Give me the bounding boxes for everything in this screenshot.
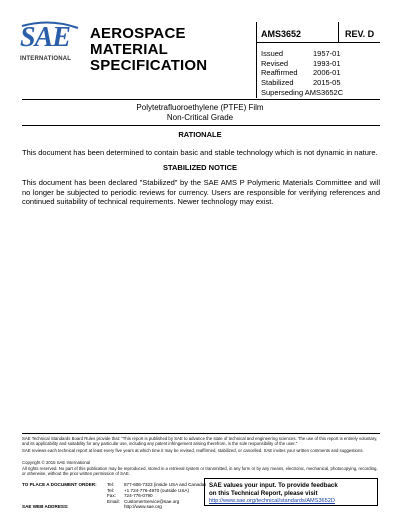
contact-label: Email:	[107, 498, 120, 504]
logo-text: SAE	[20, 22, 70, 53]
contact-label: Fax:	[107, 493, 116, 499]
title-line-2: MATERIAL SPECIFICATION	[90, 41, 208, 74]
history-date: 2006-01	[313, 68, 341, 77]
history-row	[261, 68, 341, 78]
history-label: Reaffirmed	[261, 68, 298, 77]
revision-label: REV. D	[345, 29, 375, 39]
contact-email[interactable]: CustomerService@sae.org	[124, 498, 180, 504]
history-date: 2015-05	[313, 77, 341, 87]
stabilized-text: This document has been declared "Stabilized" by the SAE AMS P Polymeric Materials Committee and will no longer be subjected to periodic reviews for currency. Users are responsible for verifying references and continued suitability of technical requirements. Newer technology may exist.	[22, 178, 380, 206]
header-divider	[338, 22, 339, 42]
contact-value: +1 724-776-4970 (outside USA)	[124, 487, 189, 493]
history-row	[261, 49, 341, 59]
header-rule	[22, 99, 380, 100]
sae-website-link[interactable]: http://www.sae.org	[124, 504, 162, 510]
superseding-note: Superseding AMS3652C	[261, 88, 344, 97]
doc-number: AMS3652	[261, 29, 302, 39]
doc-title	[90, 26, 255, 74]
order-labels	[22, 482, 97, 510]
subject-line-2: Non-Critical Grade	[166, 113, 234, 122]
contact-info	[107, 482, 206, 510]
history-row	[261, 59, 341, 69]
contact-row	[107, 504, 206, 510]
feedback-box	[204, 478, 378, 506]
feedback-line-1: SAE values your input. To provide feedback	[209, 482, 338, 489]
board-rules-text: SAE Technical Standards Board Rules provide that: "This report is published by SAE to advance the state of technical and engineering sciences. The use of this report is entirely voluntary, and its applicability and suitability for any particular use, including any patent infringement arising therefrom, is the sole responsibility of the user."	[22, 436, 378, 447]
contact-label: Tel:	[107, 482, 115, 487]
contact-value: 877-606-7323 (inside USA and Canada)	[124, 482, 206, 487]
rights-text: All rights reserved. No part of this publication may be reproduced, stored in a retrieval system or transmitted, in any form or by any means, electronic, mechanical, photocopying, recording, or otherwise, without the prior written permission of SAE.	[22, 466, 378, 477]
subject-line-1: Polytetrafluoroethylene (PTFE) Film	[136, 103, 264, 112]
contact-value: 724-776-0790	[124, 493, 153, 499]
subject-rule	[22, 125, 380, 126]
history-label: Stabilized	[261, 77, 294, 87]
history-date: 1957-01	[313, 49, 341, 58]
revision-history	[261, 49, 341, 87]
feedback-line-2: on this Technical Report, please visit	[209, 489, 318, 497]
rationale-text: This document has been determined to contain basic and stable technology which is not dynamic in nature.	[22, 148, 378, 157]
history-label: Revised	[261, 58, 289, 68]
copyright-text: Copyright © 2015 SAE International	[22, 460, 91, 465]
order-label: TO PLACE A DOCUMENT ORDER:	[22, 482, 97, 487]
rationale-heading: RATIONALE	[178, 130, 222, 139]
header-rule	[256, 42, 380, 43]
contact-label: Tel:	[107, 487, 115, 493]
logo-subtitle: INTERNATIONAL	[20, 56, 72, 62]
history-row	[261, 78, 341, 88]
title-line-1: AEROSPACE	[90, 25, 186, 42]
web-label: SAE WEB ADDRESS:	[22, 504, 69, 510]
history-date: 1993-01	[313, 58, 341, 68]
feedback-link[interactable]: http://www.sae.org/technical/standards/AMS3652D	[209, 498, 335, 504]
subject-title	[0, 103, 400, 123]
sae-logo	[20, 20, 82, 74]
header-divider	[256, 22, 257, 98]
history-label: Issued	[261, 49, 284, 58]
stabilized-heading: STABILIZED NOTICE	[162, 163, 238, 172]
review-text: SAE reviews each technical report at least every five years at which time it may be revised, reaffirmed, stabilized, or cancelled. SAE invites your written comments and suggestions.	[22, 448, 364, 453]
contact-label	[107, 504, 124, 510]
footer-rule	[22, 433, 380, 434]
